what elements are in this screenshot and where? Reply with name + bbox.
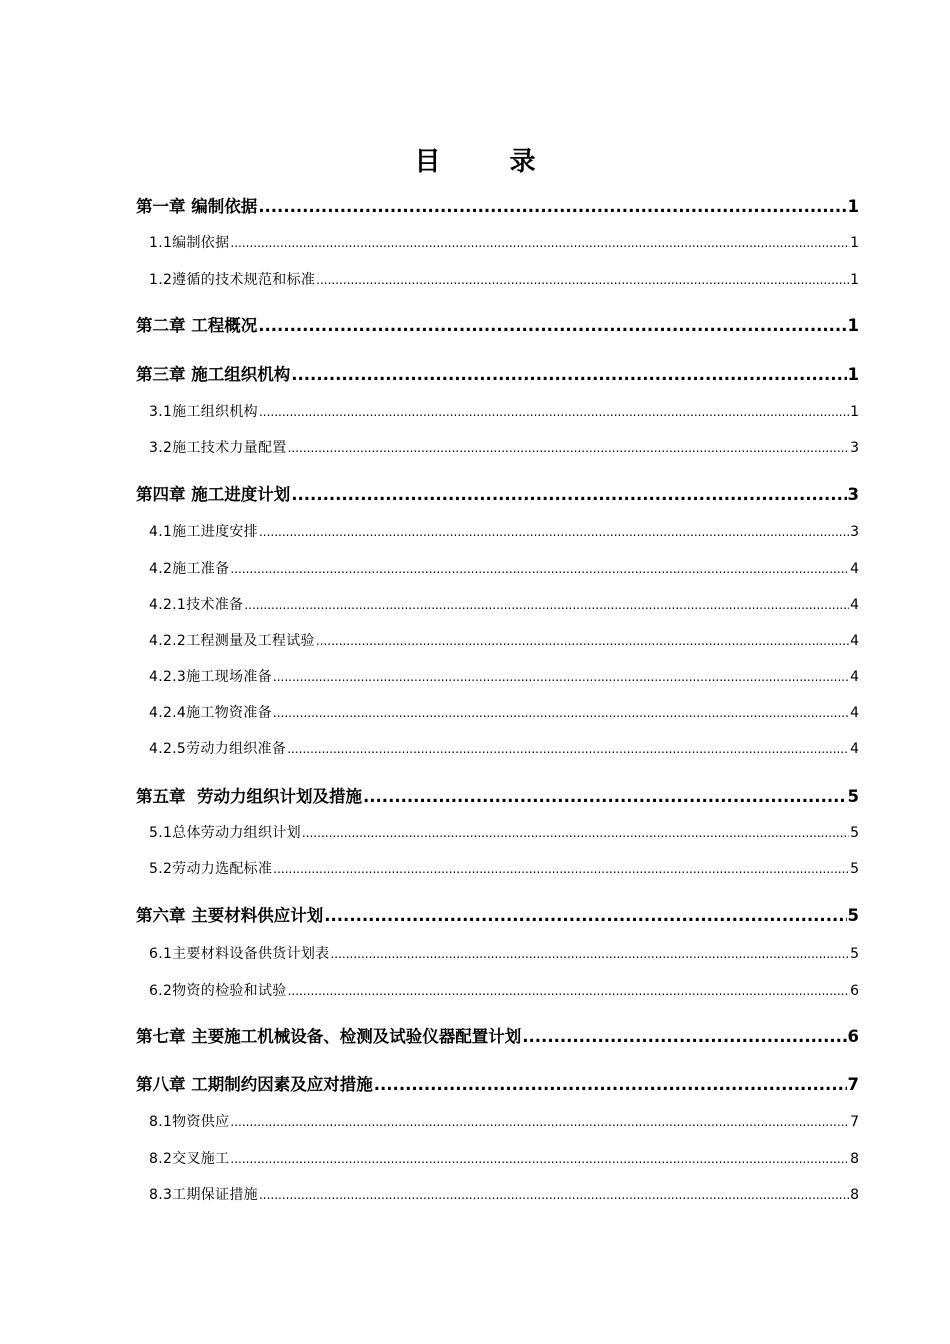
toc-entry-section[interactable] [149,401,859,423]
toc-entry-chapter-2[interactable] [136,315,859,337]
toc-entry-page: 7 [847,1075,859,1094]
toc-entry-label: 第二章 工程概况 [136,316,258,335]
toc-entry-label: 5.1总体劳动力组织计划 [149,825,301,841]
toc-entry-label: 第一章 编制依据 [136,197,258,216]
toc-entry-section[interactable] [149,630,859,652]
toc-entry-page: 3 [850,524,859,540]
toc-entry-chapter-1[interactable] [136,196,859,218]
toc-entry-chapter-7[interactable] [136,1026,859,1048]
toc-entry-label: 4.2.1技术准备 [149,597,244,613]
toc-entry-section[interactable] [149,702,859,724]
toc-entry-label: 8.2交叉施工 [149,1151,230,1167]
toc-entry-section[interactable] [149,558,859,580]
toc-leader-dots [230,1111,849,1133]
toc-leader-dots [522,1026,846,1048]
toc-entry-chapter-3[interactable] [136,364,859,386]
toc-entry-section[interactable] [149,1111,859,1133]
toc-entry-page: 8 [850,1187,859,1203]
toc-leader-dots [288,980,850,1002]
toc-entry-label: 6.2物资的检验和试验 [149,983,287,999]
toc-leader-dots [363,786,847,808]
toc-entry-page: 6 [850,983,859,999]
toc-entry-page: 3 [847,485,859,504]
toc-entry-label: 4.1施工进度安排 [149,524,258,540]
toc-entry-page: 3 [850,440,859,456]
toc-entry-section[interactable] [149,666,859,688]
toc-entry-chapter-4[interactable] [136,484,859,506]
toc-entry-page: 6 [847,1027,859,1046]
toc-leader-dots [258,196,846,218]
toc-entry-section[interactable] [149,858,859,880]
toc-entry-label: 8.3工期保证措施 [149,1187,258,1203]
toc-entry-page: 4 [850,705,859,721]
toc-entry-label: 第五章 劳动力组织计划及措施 [136,787,362,806]
toc-leader-dots [258,315,846,337]
toc-entry-label: 3.2施工技术力量配置 [149,440,287,456]
toc-entry-section[interactable] [149,269,859,291]
toc-entry-label: 8.1物资供应 [149,1114,230,1130]
toc-entry-page: 1 [850,272,859,288]
toc-leader-dots [259,1184,849,1206]
toc-entry-chapter-8[interactable] [136,1074,859,1096]
toc-entry-page: 4 [850,633,859,649]
toc-leader-dots [291,364,846,386]
toc-entry-section[interactable] [149,1148,859,1170]
toc-entry-label: 1.1编制依据 [149,235,230,251]
toc-leader-dots [230,232,849,254]
toc-entry-section[interactable] [149,232,859,254]
toc-entry-section[interactable] [149,980,859,1002]
toc-entry-section[interactable] [149,738,859,760]
toc-leader-dots [244,594,849,616]
toc-entry-page: 1 [847,316,859,335]
toc-leader-dots [273,666,849,688]
toc-leader-dots [302,822,849,844]
toc-leader-dots [259,401,849,423]
toc-leader-dots [316,269,849,291]
toc-entry-page: 5 [850,825,859,841]
toc-entry-label: 4.2.3施工现场准备 [149,669,272,685]
toc-entry-page: 5 [850,946,859,962]
toc-entry-label: 6.1主要材料设备供货计划表 [149,946,330,962]
toc-entry-chapter-6[interactable] [136,905,859,927]
toc-entry-section[interactable] [149,437,859,459]
toc-entry-label: 第七章 主要施工机械设备、检测及试验仪器配置计划 [136,1027,522,1046]
toc-entry-section[interactable] [149,594,859,616]
toc-entry-label: 第四章 施工进度计划 [136,485,291,504]
toc-leader-dots [316,630,849,652]
toc-entry-section[interactable] [149,943,859,965]
toc-entry-page: 4 [850,597,859,613]
toc-leader-dots [291,484,846,506]
toc-entry-label: 1.2遵循的技术规范和标准 [149,272,316,288]
toc-leader-dots [273,702,849,724]
toc-entry-section[interactable] [149,521,859,543]
toc-entry-page: 8 [850,1151,859,1167]
toc-entry-page: 1 [847,365,859,384]
toc-entry-label: 4.2施工准备 [149,561,230,577]
toc-entry-label: 5.2劳动力选配标准 [149,861,273,877]
toc-entry-page: 4 [850,741,859,757]
toc-entry-page: 4 [850,669,859,685]
toc-entry-page: 1 [850,235,859,251]
toc-entry-section[interactable] [149,1184,859,1206]
toc-entry-page: 5 [847,787,859,806]
toc-entry-label: 4.2.2工程测量及工程试验 [149,633,315,649]
toc-title: 目 录 [414,147,566,177]
toc-leader-dots [230,1148,849,1170]
toc-entry-page: 4 [850,561,859,577]
toc-entry-label: 4.2.5劳动力组织准备 [149,741,287,757]
toc-leader-dots [288,437,850,459]
toc-leader-dots [287,738,849,760]
toc-leader-dots [374,1074,847,1096]
toc-entry-page: 5 [850,861,859,877]
toc-entry-label: 第六章 主要材料供应计划 [136,906,324,925]
toc-leader-dots [259,521,849,543]
toc-entry-page: 5 [847,906,859,925]
toc-entry-label: 第八章 工期制约因素及应对措施 [136,1075,373,1094]
toc-entry-page: 7 [850,1114,859,1130]
toc-entry-label: 4.2.4施工物资准备 [149,705,272,721]
toc-leader-dots [273,858,849,880]
toc-entry-label: 第三章 施工组织机构 [136,365,291,384]
toc-entry-page: 1 [850,404,859,420]
toc-leader-dots [230,558,849,580]
toc-entry-label: 3.1施工组织机构 [149,404,258,420]
toc-entry-section[interactable] [149,822,859,844]
toc-leader-dots [330,943,849,965]
toc-entry-chapter-5[interactable] [136,786,859,808]
toc-entry-page: 1 [847,197,859,216]
toc-leader-dots [324,905,846,927]
